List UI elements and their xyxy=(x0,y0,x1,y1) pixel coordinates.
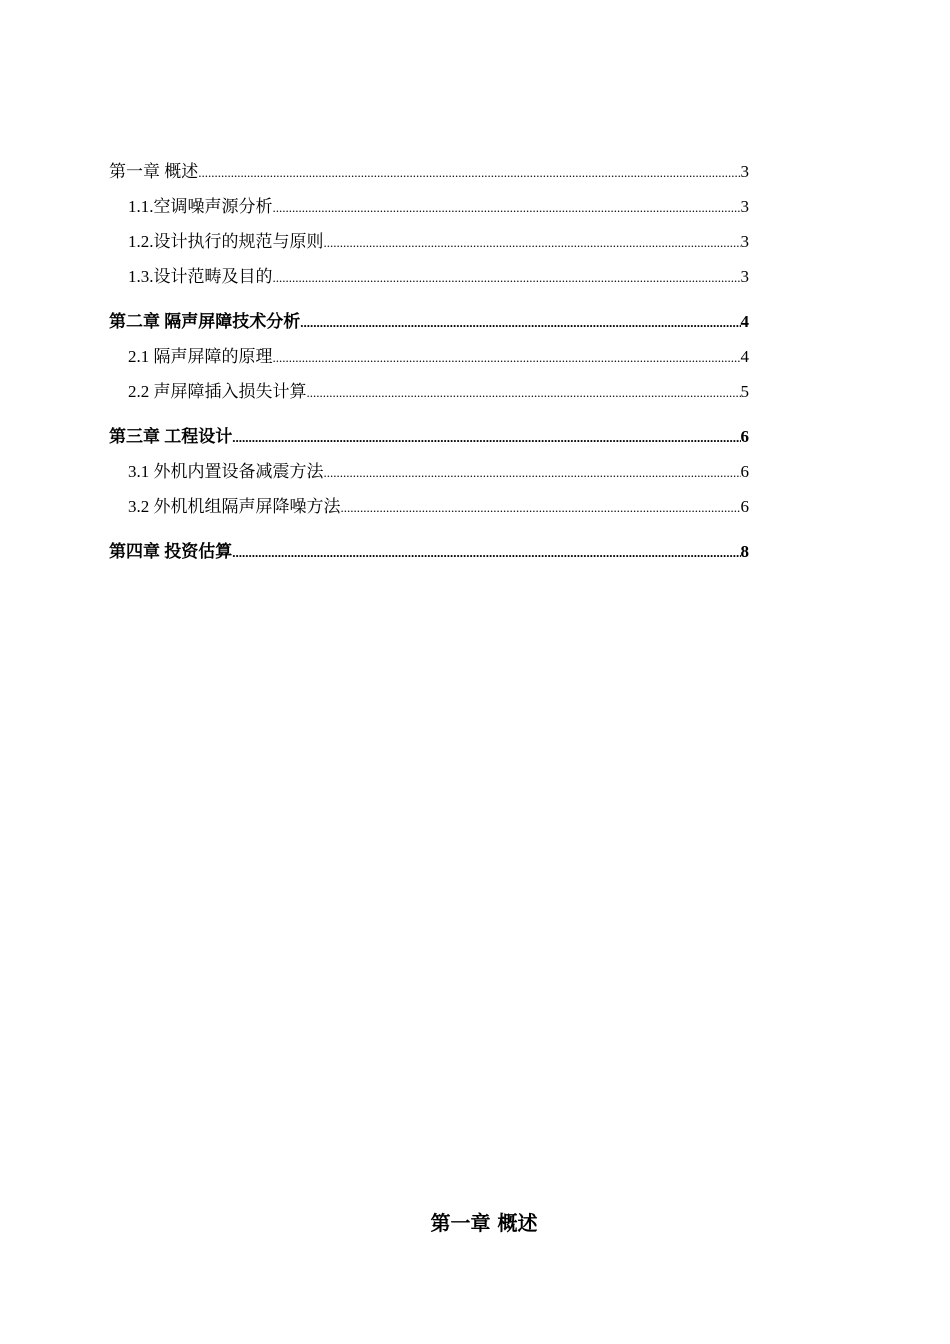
toc-page-number: 3 xyxy=(740,197,749,216)
toc-page-number: 4 xyxy=(740,312,749,331)
toc-page-number: 3 xyxy=(740,267,749,286)
toc-entry-chapter-4[interactable] xyxy=(109,537,749,572)
toc-dot-leader xyxy=(324,458,741,488)
toc-entry-section-3-2[interactable] xyxy=(109,492,749,527)
toc-page-number: 3 xyxy=(740,162,749,181)
toc-page-number: 6 xyxy=(740,427,749,446)
toc-dot-leader xyxy=(273,263,741,293)
toc-entry-label: 1.3.设计范畴及目的 xyxy=(128,267,273,286)
toc-dot-leader xyxy=(300,308,740,338)
toc-entry-label: 3.2 外机机组隔声屏降噪方法 xyxy=(128,497,341,516)
toc-entry-section-3-1[interactable] xyxy=(109,457,749,492)
toc-dot-leader xyxy=(307,378,741,408)
toc-dot-leader xyxy=(232,423,740,453)
toc-entry-label: 1.1.空调噪声源分析 xyxy=(128,197,273,216)
toc-entry-section-1-2[interactable] xyxy=(109,227,749,262)
toc-entry-label: 2.1 隔声屏障的原理 xyxy=(128,347,273,366)
chapter-heading: 第一章 概述 xyxy=(430,1211,538,1235)
toc-page-number: 6 xyxy=(740,462,749,481)
toc-entry-label: 第一章 概述 xyxy=(109,162,199,181)
table-of-contents xyxy=(109,157,749,572)
toc-page-number: 8 xyxy=(740,542,749,561)
toc-page-number: 4 xyxy=(740,347,749,366)
toc-entry-section-1-3[interactable] xyxy=(109,262,749,297)
toc-entry-chapter-3[interactable] xyxy=(109,422,749,457)
toc-entry-section-2-2[interactable] xyxy=(109,377,749,412)
toc-entry-label: 2.2 声屏障插入损失计算 xyxy=(128,382,307,401)
toc-entry-label: 第三章 工程设计 xyxy=(109,427,233,446)
toc-dot-leader xyxy=(341,493,741,523)
toc-entry-label: 1.2.设计执行的规范与原则 xyxy=(128,232,324,251)
toc-page-number: 3 xyxy=(740,232,749,251)
toc-page-number: 6 xyxy=(740,497,749,516)
toc-dot-leader xyxy=(198,158,740,188)
toc-page-number: 5 xyxy=(740,382,749,401)
toc-entry-chapter-1[interactable] xyxy=(109,157,749,192)
toc-entry-label: 3.1 外机内置设备减震方法 xyxy=(128,462,324,481)
toc-entry-section-1-1[interactable] xyxy=(109,192,749,227)
toc-entry-label: 第四章 投资估算 xyxy=(109,542,233,561)
toc-dot-leader xyxy=(273,193,741,223)
toc-entry-label: 第二章 隔声屏障技术分析 xyxy=(109,312,301,331)
toc-dot-leader xyxy=(232,538,740,568)
toc-entry-section-2-1[interactable] xyxy=(109,342,749,377)
toc-dot-leader xyxy=(273,343,741,373)
toc-entry-chapter-2[interactable] xyxy=(109,307,749,342)
toc-dot-leader xyxy=(324,228,741,258)
